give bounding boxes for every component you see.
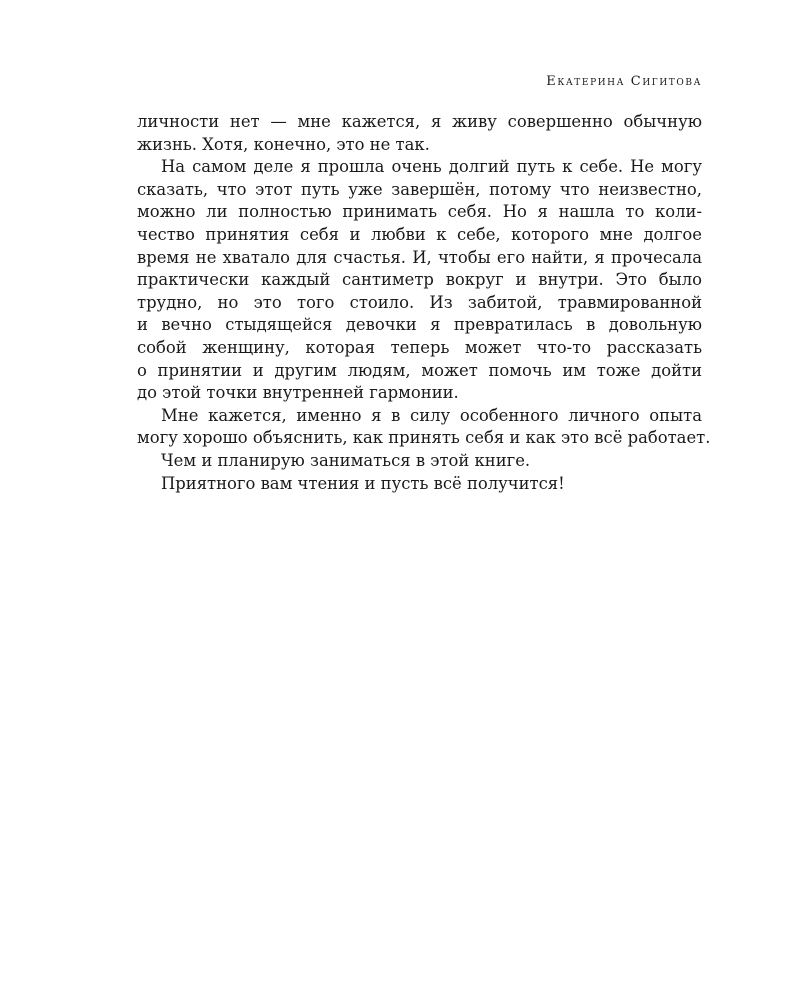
text-line: время не хватало для счастья. И, чтобы его найти, я прочесала <box>137 247 702 267</box>
text-line: Чем и планирую заниматься в этой книге. <box>161 450 531 470</box>
body-text <box>137 111 711 495</box>
text-line: Мне кажется, именно я в силу особенного личного опыта <box>161 405 702 425</box>
text-line: чество принятия себя и любви к себе, которого мне долгое <box>137 224 702 244</box>
text-line: о принятии и другим людям, может помочь им тоже дойти <box>137 360 702 380</box>
text-line: могу хорошо объяснить, как принять себя и как это всё работает. <box>137 428 711 448</box>
text-line: Приятного вам чтения и пусть всё получится! <box>161 473 565 493</box>
text-line: личности нет — мне кажется, я живу совершенно обычную <box>137 112 702 131</box>
text-line: На самом деле я прошла очень долгий путь к себе. Не могу <box>161 157 702 177</box>
text-line: жизнь. Хотя, конечно, это не так. <box>137 134 430 154</box>
text-line: собой женщину, которая теперь может что-то рассказать <box>137 337 702 357</box>
text-line: до этой точки внутренней гармонии. <box>137 383 459 403</box>
text-line: трудно, но это того стоило. Из забитой, травмированной <box>137 292 702 312</box>
text-line: практически каждый сантиметр вокруг и внутри. Это было <box>137 270 702 290</box>
text-line: сказать, что этот путь уже завершён, потому что неизвестно, <box>137 179 702 199</box>
text-line: можно ли полностью принимать себя. Но я нашла то коли- <box>137 202 702 222</box>
text-line: и вечно стыдящейся девочки я превратилась в довольную <box>137 315 702 335</box>
running-head-author: Екатерина Сигитова <box>546 74 702 89</box>
